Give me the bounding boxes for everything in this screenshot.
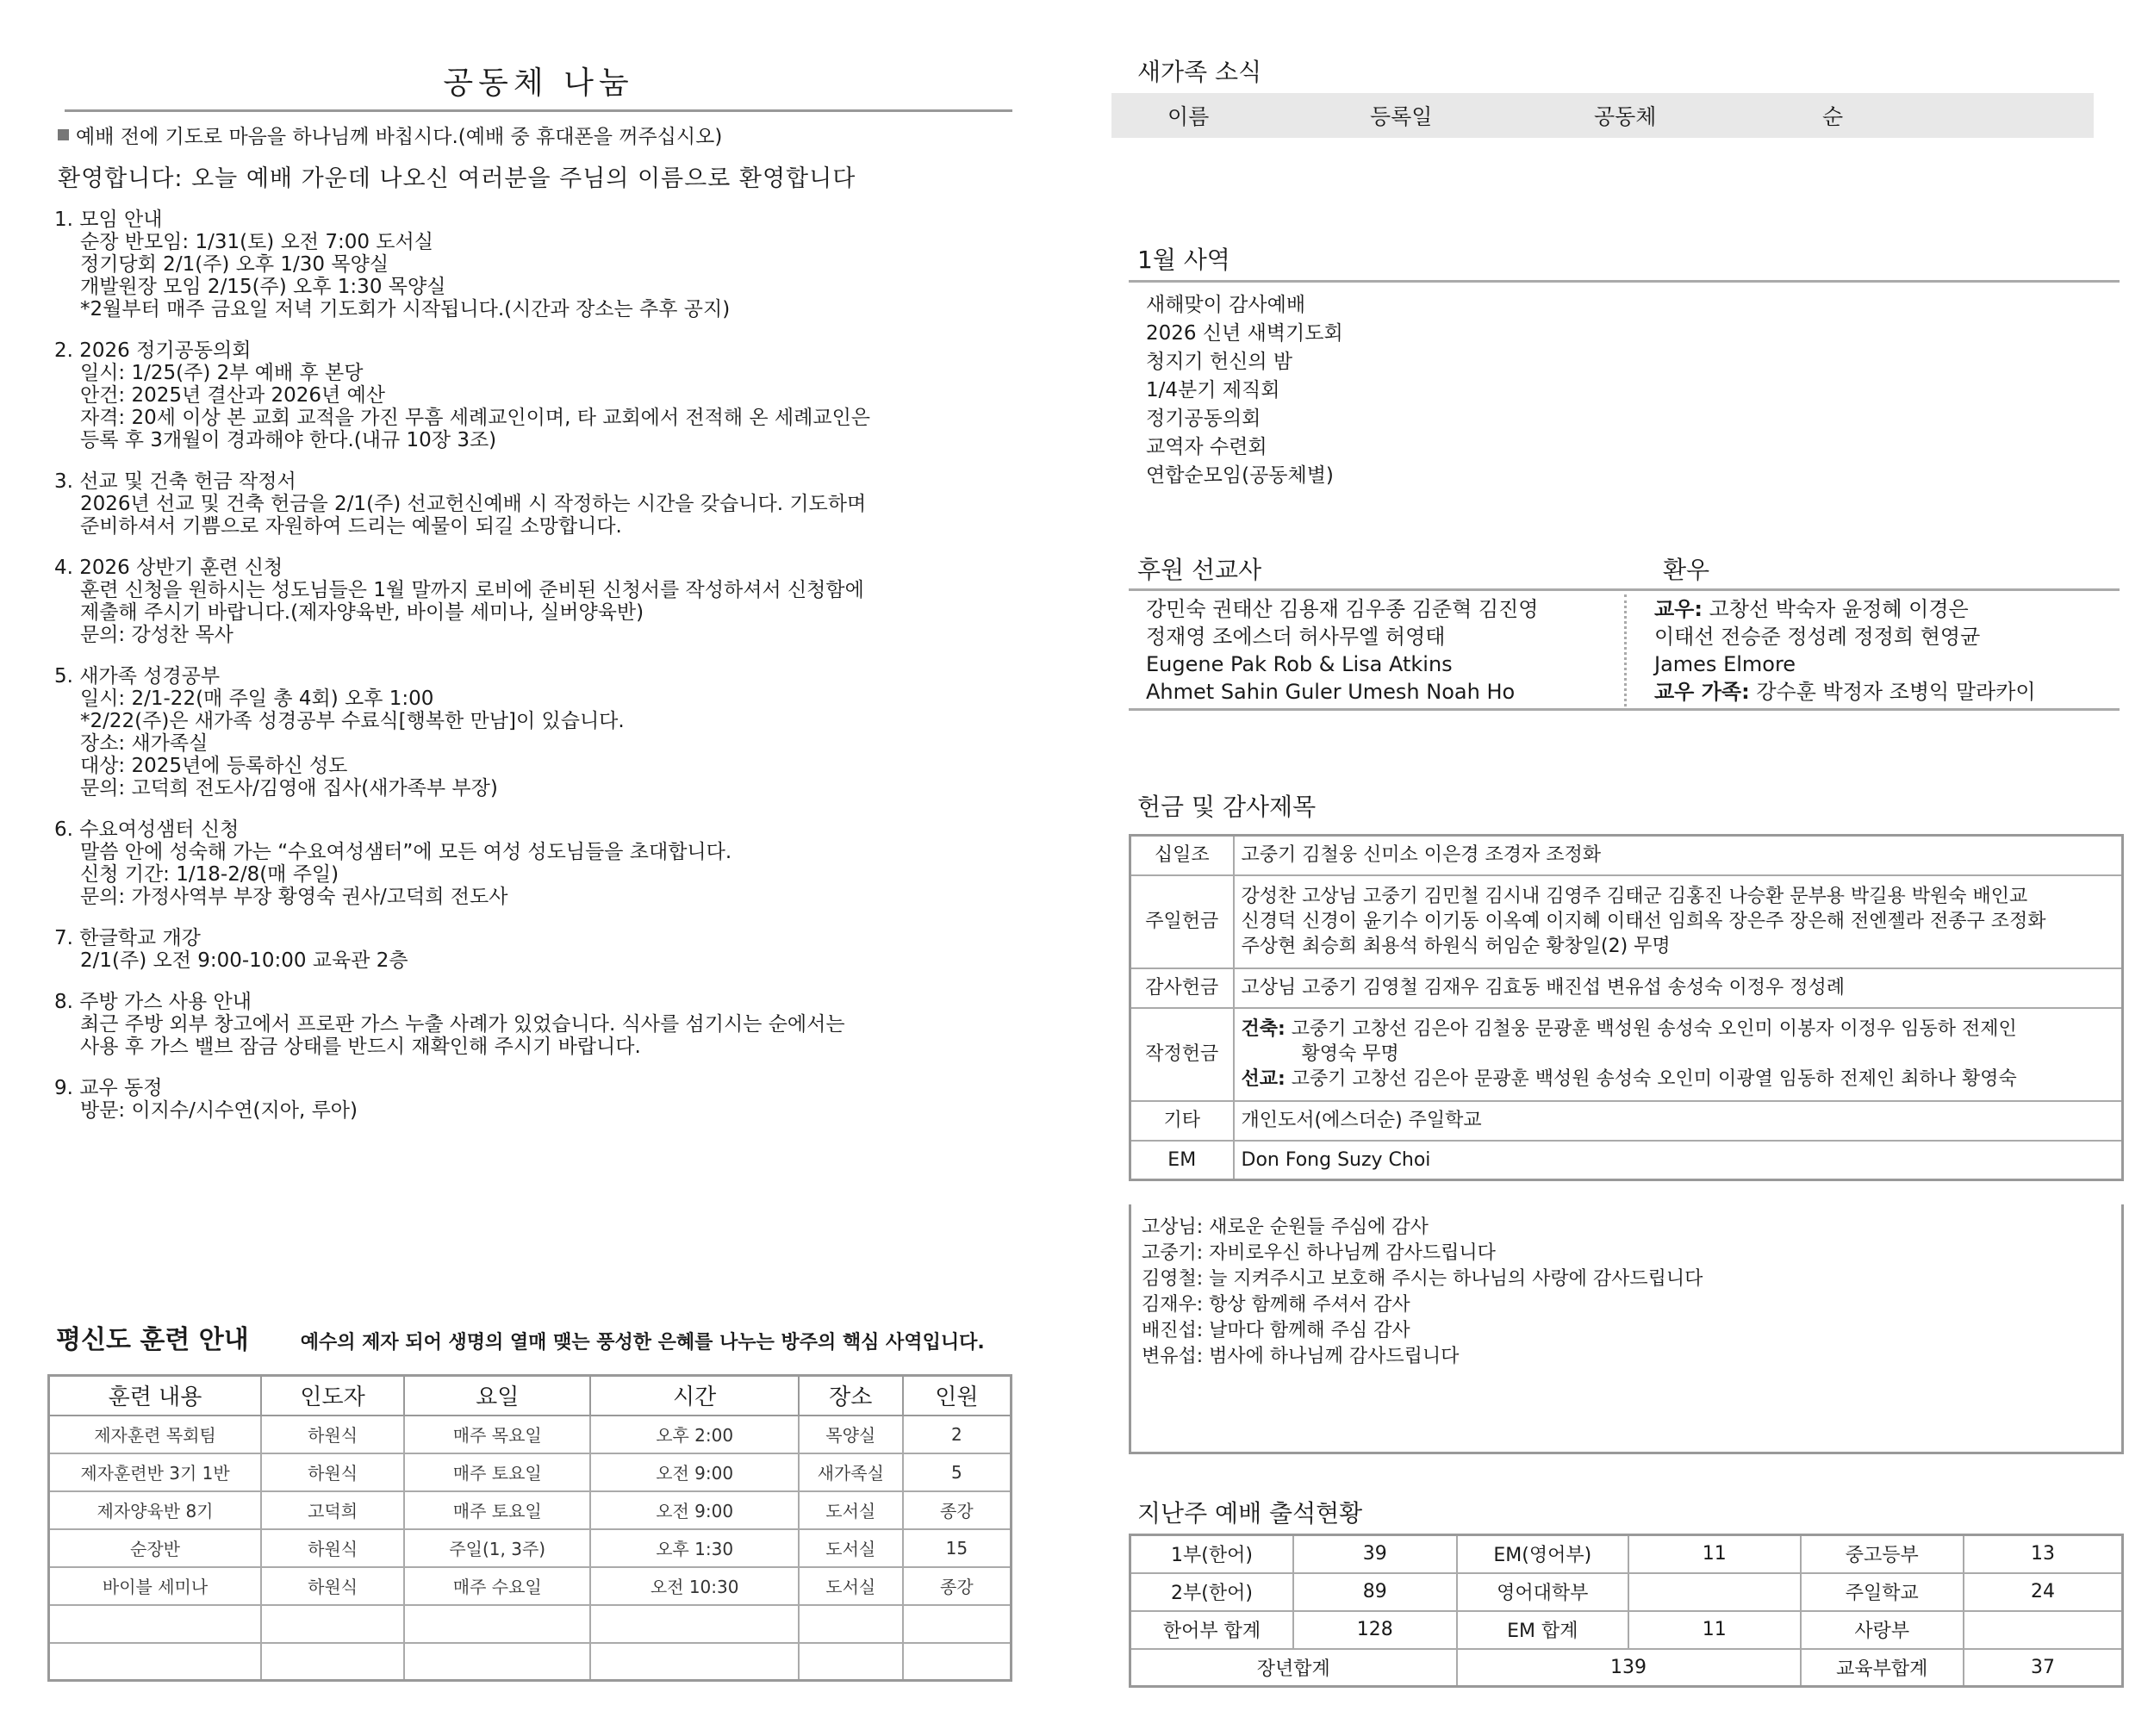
notice-list [47,208,1012,1122]
training-header-cell: 시간 [590,1376,799,1416]
thanks-line: 배진섭: 날마다 함께해 주심 감사 [1142,1320,1410,1341]
offering-line: 주상현 최승희 최용석 하원식 허임순 황창일(2) 무명 [1241,936,1671,957]
table-row [49,1416,1012,1453]
table-cell: 11 [1628,1611,1800,1649]
notice-item [47,927,1012,972]
table-cell: 1부(한어) [1130,1535,1293,1573]
missionary-line: Ahmet Sahin Guler Umesh Noah Ho [1146,680,1516,704]
table-cell: 11 [1628,1535,1800,1573]
notice-line: 정기당회 2/1(주) 오후 1/30 목양실 [80,253,389,276]
guests-title: 환우 [1663,556,1710,584]
table-cell [261,1643,404,1681]
table-cell: 제자양육반 8기 [49,1491,262,1529]
guest-line [1654,678,2036,706]
january-title: 1월 사역 [1137,246,1230,274]
notice-line: 장소: 새가족실 [80,732,209,755]
table-cell: 오후 1:30 [590,1529,799,1567]
table-cell [590,1605,799,1643]
new-family-col-date: 등록일 [1370,104,1433,129]
table-cell [49,1643,262,1681]
page-title: 공동체 나눔 [65,34,1012,112]
training-header [56,1318,1004,1356]
table-cell: 순장반 [49,1529,262,1567]
offering-line [1242,1067,2115,1092]
table-cell: 사랑부 [1801,1611,1964,1649]
offering-category: 작정헌금 [1130,1008,1234,1101]
table-row [1130,1535,2123,1573]
table-row [49,1529,1012,1567]
table-row [1130,968,2123,1008]
guest-line [1654,650,2036,678]
table-cell: 매주 토요일 [404,1491,590,1529]
table-cell: 새가족실 [799,1453,903,1491]
list-item: 정기공동의회 [1146,408,1261,430]
list-item: 2026 신년 새벽기도회 [1146,322,1343,345]
list-item: 청지기 헌신의 밤 [1146,351,1293,373]
table-row [49,1453,1012,1491]
thanks-line: 고상님: 새로운 순원들 주심에 감사 [1142,1216,1429,1238]
training-header-cell: 훈련 내용 [49,1376,262,1416]
missionaries-divider [1129,588,2120,591]
notice-item [47,208,1012,320]
notice-heading: 6. 수요여성샘터 신청 [54,818,240,841]
notice-line: 개발원장 모임 2/15(주) 오후 1:30 목양실 [80,276,446,298]
offerings-title: 헌금 및 감사제목 [1137,793,1317,821]
table-row [1130,836,2123,875]
table-cell: 도서실 [799,1529,903,1567]
notice-line: 순장 반모임: 1/31(토) 오전 7:00 도서실 [80,231,433,253]
training-header-cell: 장소 [799,1376,903,1416]
table-cell [404,1643,590,1681]
notice-line: 문의: 강성찬 목사 [80,624,233,646]
table-cell: 15 [903,1529,1012,1567]
table-cell: 89 [1293,1573,1457,1611]
table-cell: 중고등부 [1801,1535,1964,1573]
left-page [47,34,1012,1597]
offering-line: 고상님 고중기 김영철 김재우 김효동 배진섭 변유섭 송성숙 이정우 정성례 [1241,977,1846,999]
table-cell: 39 [1293,1535,1457,1573]
new-family-title: 새가족 소식 [1137,58,1262,86]
notice-line: 신청 기간: 1/18-2/8(매 주일) [80,863,339,886]
training-table [47,1374,1012,1682]
table-cell [1964,1611,2123,1649]
table-cell [590,1643,799,1681]
notice-item [47,665,1012,800]
notice-item [47,991,1012,1058]
notice-line: 준비하셔서 기쁨으로 자원하여 드리는 예물이 되길 소망합니다. [80,515,622,538]
table-row [49,1643,1012,1681]
table-cell: 도서실 [799,1491,903,1529]
january-list [1146,291,1343,490]
notice-line: 사용 후 가스 밸브 잠금 상태를 반드시 재확인해 주시기 바랍니다. [80,1036,641,1058]
table-cell: EM 합계 [1457,1611,1629,1649]
table-row [1130,1573,2123,1611]
notice-heading: 1. 모임 안내 [54,208,163,231]
missionary-line: Eugene Pak Rob & Lisa Atkins [1146,652,1453,676]
intro-text: 예배 전에 기도로 마음을 하나님께 바칩시다.(예배 중 휴대폰을 꺼주십시오) [76,126,723,148]
thanks-line: 변유섭: 범사에 하나님께 감사드립니다 [1142,1346,1460,1367]
table-cell: 오전 10:30 [590,1567,799,1605]
table-cell: 2 [903,1416,1012,1453]
table-row [1130,1649,2123,1687]
new-family-col-name: 이름 [1167,104,1210,129]
table-cell [903,1605,1012,1643]
table-cell: 제자훈련 목회팀 [49,1416,262,1453]
table-cell: 종강 [903,1491,1012,1529]
table-cell [404,1605,590,1643]
table-row [49,1605,1012,1643]
thanks-line: 고중기: 자비로우신 하나님께 감사드립니다 [1142,1242,1496,1264]
table-cell: 하원식 [261,1567,404,1605]
table-row [49,1567,1012,1605]
table-cell: 하원식 [261,1529,404,1567]
notice-line: 대상: 2025년에 등록하신 성도 [80,755,348,777]
table-cell: 제자훈련반 3기 1반 [49,1453,262,1491]
notice-item [47,339,1012,451]
table-cell: 한어부 합계 [1130,1611,1293,1649]
table-cell: 128 [1293,1611,1457,1649]
missionaries-bottom-divider [1129,708,2120,711]
training-header-cell: 인원 [903,1376,1012,1416]
offering-line: 강성찬 고상님 고중기 김민철 김시내 김영주 김태군 김홍진 나승환 문부용 박길용 박원숙 배인교 [1241,886,2028,907]
notice-item [47,1077,1012,1122]
offering-names [1234,1141,2123,1180]
notice-item [47,470,1012,538]
table-cell [261,1605,404,1643]
list-item: 1/4분기 제직회 [1146,379,1280,401]
table-row [1130,1611,2123,1649]
table-row [1130,875,2123,968]
offering-text: 고중기 고창선 김은아 문광훈 백성원 송성숙 오인미 이광열 임동하 전제인 최하나 황영숙 [1285,1068,2017,1090]
table-cell: 목양실 [799,1416,903,1453]
missionaries-list [1146,595,1538,706]
new-family-header-bar [1111,93,2094,138]
notice-line: *2월부터 매주 금요일 저녁 기도회가 시작됩니다.(시간과 장소는 추후 공지) [80,298,731,320]
thanks-box [1129,1204,2124,1454]
offering-names [1234,836,2123,875]
notice-line: *2/22(주)은 새가족 성경공부 수료식[행복한 만남]이 있습니다. [80,710,625,732]
offering-category: 감사헌금 [1130,968,1234,1008]
offering-sublabel: 건축: [1241,1018,1286,1040]
attendance-edu-label: 교육부합계 [1801,1649,1964,1687]
table-cell: 24 [1964,1573,2123,1611]
guest-names: 이태선 전승준 정성례 정정희 현영균 [1654,625,1981,649]
table-cell: 도서실 [799,1567,903,1605]
offering-text: 고중기 고창선 김은아 김철웅 문광훈 백성원 송성숙 오인미 이봉자 이정우 임동하 전제인 [1285,1018,2017,1040]
offering-line: Don Fong Suzy Choi [1241,1148,1431,1171]
offering-names [1234,968,2123,1008]
dotted-divider [1624,594,1627,706]
notice-line: 문의: 고덕희 전도사/김영애 집사(새가족부 부장) [80,777,498,800]
attendance-total-label: 장년합계 [1130,1649,1457,1687]
january-divider [1129,280,2120,283]
missionary-line: 정재영 조에스더 허사무엘 허영태 [1146,625,1446,649]
offering-category: 기타 [1130,1101,1234,1141]
offerings-table [1129,834,2124,1181]
table-cell: 오후 2:00 [590,1416,799,1453]
table-cell [1628,1573,1800,1611]
guests-list [1654,595,2036,706]
table-row [1130,1141,2123,1180]
table-cell: 2부(한어) [1130,1573,1293,1611]
training-title: 평신도 훈련 안내 [56,1325,249,1355]
list-item: 새해맞이 감사예배 [1146,294,1306,316]
notice-line: 문의: 가정사역부 부장 황영숙 권사/고덕희 전도사 [80,886,508,908]
table-cell: 매주 토요일 [404,1453,590,1491]
notice-item [47,557,1012,646]
table-cell: 매주 수요일 [404,1567,590,1605]
guest-names: 강수훈 박정자 조병익 말라카이 [1749,680,2036,704]
notice-line: 일시: 2/1-22(매 주일 총 4회) 오후 1:00 [80,688,434,710]
notice-line: 제출해 주시기 바랍니다.(제자양육반, 바이블 세미나, 실버양육반) [80,601,644,624]
offering-line [1242,1017,2115,1042]
notice-line: 등록 후 3개월이 경과해야 한다.(내규 10장 3조) [80,429,497,451]
offering-category: 십일조 [1130,836,1234,875]
attendance-total-value: 139 [1457,1649,1801,1687]
welcome-text: 환영합니다: 오늘 예배 가운데 나오신 여러분을 주님의 이름으로 환영합니다 [58,165,856,192]
notice-heading: 9. 교우 동정 [54,1077,163,1099]
offering-category: EM [1130,1141,1234,1180]
guest-names: 고창선 박숙자 윤정혜 이경은 [1702,597,1969,621]
notice-line: 방문: 이지수/시수연(지아, 루아) [80,1099,358,1122]
notice-heading: 3. 선교 및 건축 헌금 작정서 [54,470,296,493]
notice-line: 2/1(주) 오전 9:00-10:00 교육관 2층 [80,949,408,972]
notice-line: 안건: 2025년 결산과 2026년 예산 [80,384,386,407]
offering-names [1234,1008,2123,1101]
training-header-cell: 인도자 [261,1376,404,1416]
offering-names [1234,875,2123,968]
table-cell: 오전 9:00 [590,1491,799,1529]
notice-line: 최근 주방 외부 창고에서 프로판 가스 누출 사례가 있었습니다. 식사를 섬기시는 순에서는 [80,1013,845,1036]
notice-heading: 5. 새가족 성경공부 [54,665,221,688]
attendance-title: 지난주 예배 출석현황 [1137,1499,1363,1528]
table-cell [49,1605,262,1643]
table-cell: 13 [1964,1535,2123,1573]
missionaries-title: 후원 선교사 [1137,556,1262,584]
table-cell: EM(영어부) [1457,1535,1629,1573]
notice-heading: 8. 주방 가스 사용 안내 [54,991,252,1013]
guest-line [1654,623,2036,650]
table-cell: 고덕희 [261,1491,404,1529]
guest-label: 교우 가족: [1654,680,1750,704]
offering-line: 신경덕 신경이 윤기수 이기동 이옥예 이지혜 이태선 임희옥 장은주 장은해 전엔젤라 전종구 조정화 [1241,911,2046,932]
table-row [49,1491,1012,1529]
square-bullet-icon [58,129,69,140]
notice-item [47,818,1012,908]
table-cell: 종강 [903,1567,1012,1605]
intro-line [47,121,1012,149]
notice-line: 훈련 신청을 원하시는 성도님들은 1월 말까지 로비에 준비된 신청서를 작성하셔서 신청함에 [80,579,864,601]
offering-line: 고중기 김철웅 신미소 이은경 조경자 조정화 [1241,844,1602,867]
table-cell: 하원식 [261,1416,404,1453]
missionary-line: 강민숙 권태산 김용재 김우종 김준혁 김진영 [1146,597,1539,621]
notice-line: 말씀 안에 성숙해 가는 “수요여성샘터”에 모든 여성 성도님들을 초대합니다. [80,841,732,863]
table-cell [903,1643,1012,1681]
training-subtitle: 예수의 제자 되어 생명의 열매 맺는 풍성한 은혜를 나누는 방주의 핵심 사역입니다. [300,1332,985,1353]
notice-line: 일시: 1/25(주) 2부 예배 후 본당 [80,362,364,384]
attendance-table [1129,1534,2124,1688]
notice-line: 자격: 20세 이상 본 교회 교적을 가진 무흠 세례교인이며, 타 교회에서 전적해 온 세례교인은 [80,407,871,429]
table-cell: 바이블 세미나 [49,1567,262,1605]
table-cell: 매주 목요일 [404,1416,590,1453]
table-cell: 5 [903,1453,1012,1491]
table-cell [799,1643,903,1681]
notice-heading: 2. 2026 정기공동의회 [54,339,252,362]
guest-label: 교우: [1654,597,1703,621]
table-row [1130,1008,2123,1101]
new-family-col-community: 공동체 [1594,104,1657,129]
thanks-line: 김재우: 항상 함께해 주셔서 감사 [1142,1294,1410,1316]
list-item: 연합순모임(공동체별) [1146,464,1334,487]
training-header-cell: 요일 [404,1376,590,1416]
offering-line: 개인도서(에스더순) 주일학교 [1241,1110,1482,1131]
table-cell: 주일(1, 3주) [404,1529,590,1567]
new-family-col-group: 순 [1822,104,1844,129]
table-row [1130,1101,2123,1141]
notice-heading: 4. 2026 상반기 훈련 신청 [54,557,283,579]
offering-names [1234,1101,2123,1141]
list-item: 교역자 수련회 [1146,436,1267,458]
table-cell: 주일학교 [1801,1573,1964,1611]
table-cell: 하원식 [261,1453,404,1491]
thanks-line: 김영철: 늘 지켜주시고 보호해 주시는 하나님의 사랑에 감사드립니다 [1142,1268,1703,1290]
offering-sublabel: 선교: [1241,1068,1286,1090]
offering-category: 주일헌금 [1130,875,1234,968]
attendance-edu-value: 37 [1964,1649,2123,1687]
table-cell [799,1605,903,1643]
notice-heading: 7. 한글학교 개강 [54,927,201,949]
table-cell: 영어대학부 [1457,1573,1629,1611]
offering-line: 황영숙 무명 [1301,1043,1399,1065]
table-cell: 오전 9:00 [590,1453,799,1491]
notice-line: 2026년 선교 및 건축 헌금을 2/1(주) 선교헌신예배 시 작정하는 시간을 갖습니다. 기도하며 [80,493,867,515]
guest-names: James Elmore [1654,652,1796,676]
guest-line [1654,595,2036,623]
